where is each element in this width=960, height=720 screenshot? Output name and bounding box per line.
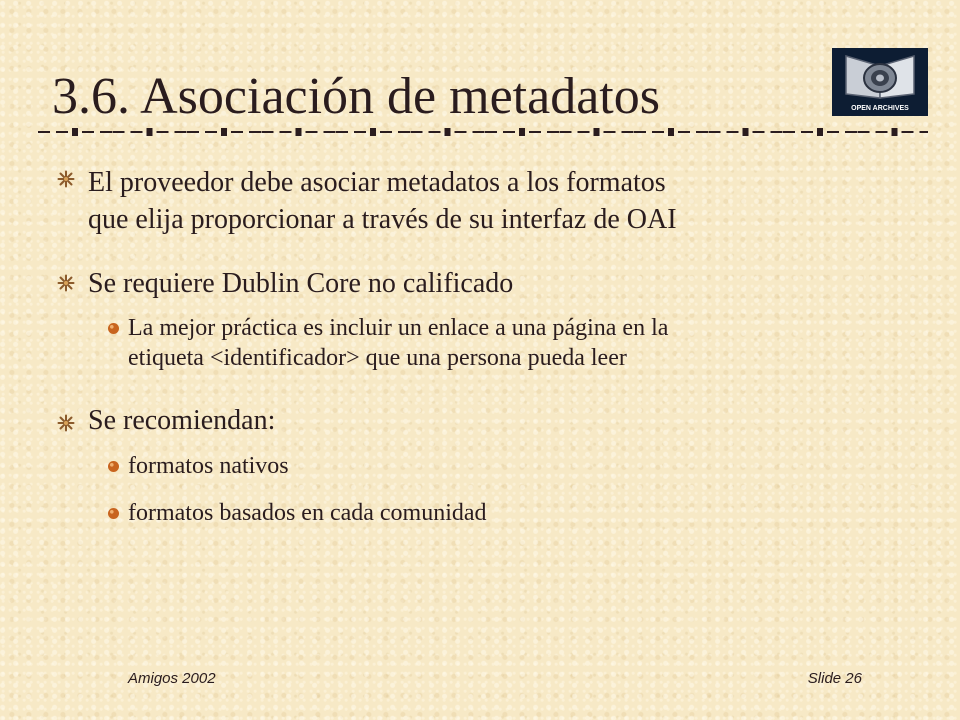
divider-marker	[519, 128, 525, 136]
bullet-line: formatos basados en cada comunidad	[128, 500, 487, 526]
divider-marker	[147, 128, 153, 136]
logo-caption: OPEN ARCHIVES	[851, 105, 909, 112]
divider-marker	[892, 128, 898, 136]
bullet-line: El proveedor debe asociar metadatos a los formatos	[88, 167, 666, 198]
bullet-line: formatos nativos	[128, 453, 289, 479]
bullet-line: etiqueta <identificador> que una persona pueda leer	[128, 345, 627, 371]
divider-marker	[72, 128, 78, 136]
star-bullet-icon	[57, 414, 75, 432]
divider-marker	[370, 128, 376, 136]
footer-slide-number: Slide 26	[807, 670, 862, 687]
divider-marker	[817, 128, 823, 136]
round-bullet-icon	[107, 507, 120, 520]
footer-left: Amigos 2002	[128, 670, 216, 687]
bullet-item-provider	[88, 164, 677, 238]
bullet-line: Se recomiendan:	[88, 405, 276, 436]
sub-bullet-community-formats	[128, 498, 487, 528]
bullet-item-dublin-core	[88, 265, 513, 302]
bullet-line: Se requiere Dublin Core no calificado	[88, 268, 514, 299]
divider-marker	[296, 128, 302, 136]
round-bullet-icon	[107, 322, 120, 335]
star-bullet-icon	[57, 170, 75, 188]
star-bullet-icon	[57, 274, 75, 292]
title-divider	[38, 124, 928, 140]
round-bullet-icon	[107, 460, 120, 473]
divider-marker	[743, 128, 749, 136]
sub-bullet-best-practice	[128, 313, 668, 373]
bullet-item-recommended	[88, 402, 275, 439]
bullet-line: que elija proporcionar a través de su interfaz de OAI	[88, 204, 677, 235]
open-archives-logo	[832, 48, 928, 116]
divider-marker	[445, 128, 451, 136]
divider-marker	[594, 128, 600, 136]
divider-marker	[221, 128, 227, 136]
sub-bullet-native-formats	[128, 451, 289, 481]
divider-marker	[668, 128, 674, 136]
slide-title: 3.6. Asociación de metadatos	[52, 68, 660, 125]
bullet-line: La mejor práctica es incluir un enlace a una página en la	[128, 315, 669, 341]
